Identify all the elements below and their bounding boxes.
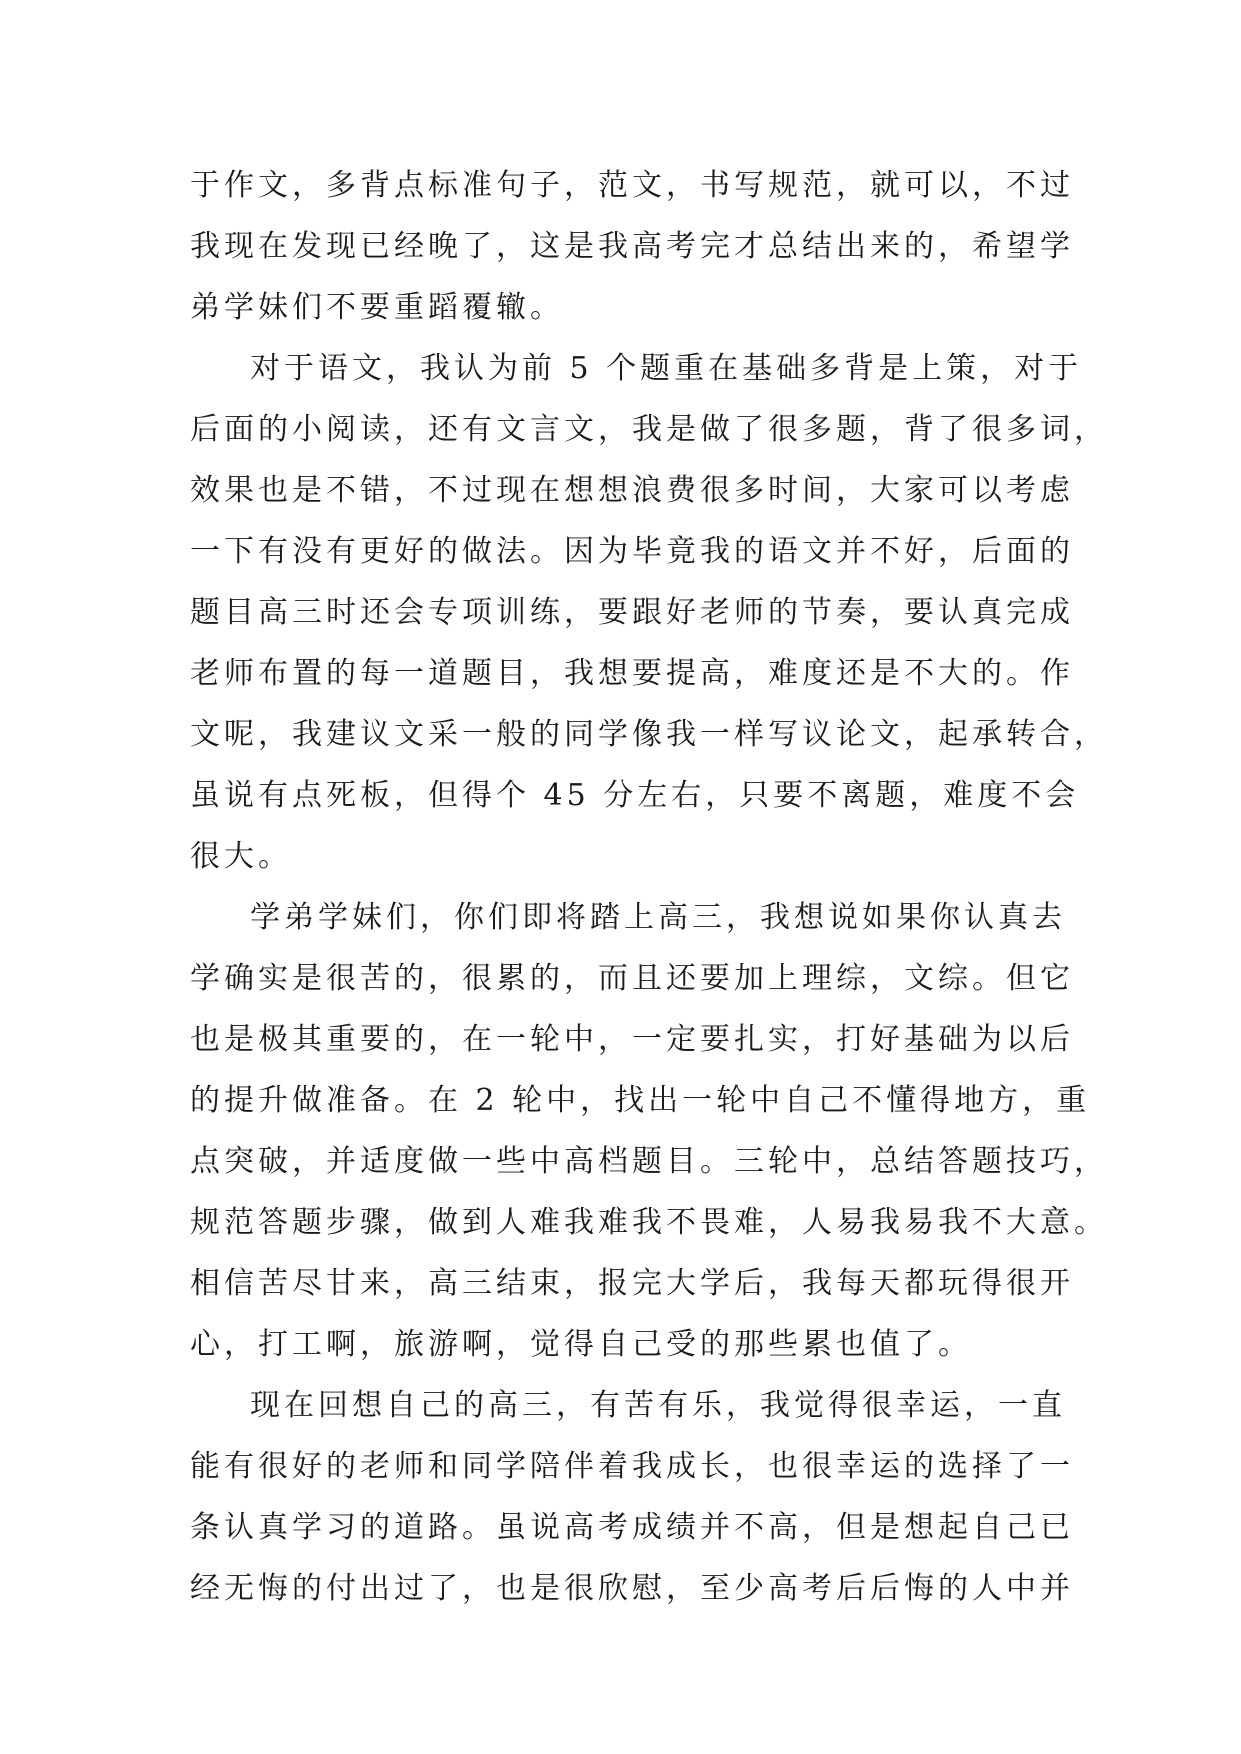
text-line: 的提升做准备。在 2 轮中，找出一轮中自己不懂得地方，重: [190, 1083, 1091, 1118]
text-line: 经无悔的付出过了，也是很欣慰，至少高考后后悔的人中并: [190, 1571, 1074, 1606]
text-line: 于作文，多背点标准句子，范文，书写规范，就可以，不过: [190, 168, 1074, 203]
text-line: 现在回想自己的高三，有苦有乐，我觉得很幸运，一直: [250, 1388, 1066, 1423]
body-text: [190, 155, 1108, 1619]
text-line: 规范答题步骤，做到人难我难我不畏难，人易我易我不大意。: [190, 1205, 1108, 1240]
text-line: 学确实是很苦的，很累的，而且还要加上理综，文综。但它: [190, 961, 1074, 996]
text-line: 对于语文，我认为前 5 个题重在基础多背是上策，对于: [250, 351, 1083, 386]
text-line: 我现在发现已经晚了，这是我高考完才总结出来的，希望学: [190, 229, 1074, 264]
text-line: 弟学妹们不要重蹈覆辙。: [190, 290, 564, 325]
text-line: 一下有没有更好的做法。因为毕竟我的语文并不好，后面的: [190, 534, 1074, 569]
text-line: 虽说有点死板，但得个 45 分左右，只要不离题，难度不会: [190, 778, 1080, 813]
paragraph-4: [190, 1375, 1074, 1619]
text-line: 条认真学习的道路。虽说高考成绩并不高，但是想起自己已: [190, 1510, 1074, 1545]
text-line: 学弟学妹们，你们即将踏上高三，我想说如果你认真去: [250, 900, 1066, 935]
text-line: 文呢，我建议文采一般的同学像我一样写议论文，起承转合，: [190, 717, 1108, 752]
text-line: 能有很好的老师和同学陪伴着我成长，也很幸运的选择了一: [190, 1449, 1074, 1484]
text-line: 也是极其重要的，在一轮中，一定要扎实，打好基础为以后: [190, 1022, 1074, 1057]
paragraph-2: [190, 338, 1108, 887]
paragraph-3: [190, 887, 1108, 1375]
text-line: 相信苦尽甘来，高三结束，报完大学后，我每天都玩得很开: [190, 1266, 1074, 1301]
paragraph-1: [190, 155, 1074, 338]
text-line: 心，打工啊，旅游啊，觉得自己受的那些累也值了。: [190, 1327, 972, 1362]
text-line: 点突破，并适度做一些中高档题目。三轮中，总结答题技巧，: [190, 1144, 1108, 1179]
text-line: 很大。: [190, 839, 292, 874]
text-line: 效果也是不错，不过现在想想浪费很多时间，大家可以考虑: [190, 473, 1074, 508]
text-line: 老师布置的每一道题目，我想要提高，难度还是不大的。作: [190, 656, 1074, 691]
text-line: 后面的小阅读，还有文言文，我是做了很多题，背了很多词，: [190, 412, 1108, 447]
text-line: 题目高三时还会专项训练，要跟好老师的节奏，要认真完成: [190, 595, 1074, 630]
